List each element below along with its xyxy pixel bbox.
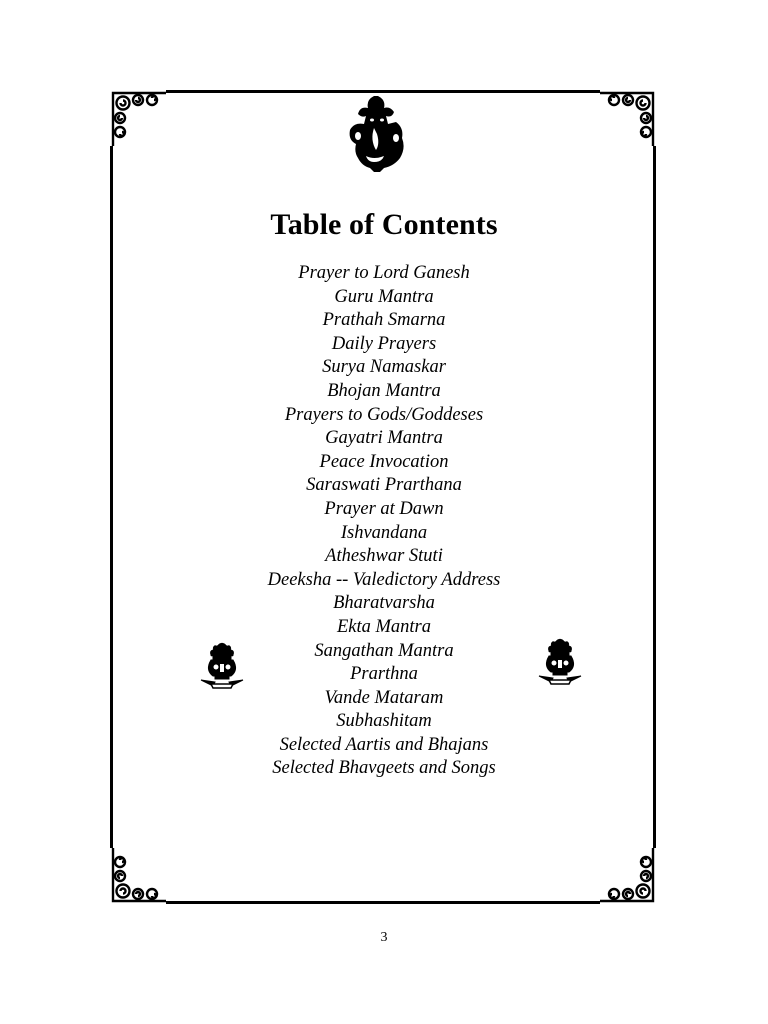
swirl-corner-icon — [600, 90, 656, 146]
toc-item: Surya Namaskar — [322, 357, 446, 378]
ganesh-icon — [344, 94, 408, 174]
toc-item: Selected Aartis and Bhajans — [279, 734, 489, 755]
table-of-contents-list — [0, 262, 768, 781]
toc-item: Prathah Smarna — [322, 310, 446, 331]
toc-item: Prayer at Dawn — [324, 498, 444, 519]
toc-item: Bharatvarsha — [333, 593, 435, 614]
toc-item: Ekta Mantra — [336, 616, 432, 637]
toc-item: Prayers to Gods/Goddeses — [284, 404, 484, 425]
toc-item: Saraswati Prarthana — [306, 475, 462, 496]
page-title: Table of Contents — [270, 208, 498, 241]
toc-item: Gayatri Mantra — [325, 428, 443, 449]
toc-item: Atheshwar Stuti — [325, 546, 443, 567]
page-number: 3 — [380, 930, 388, 945]
toc-item: Prarthna — [350, 664, 418, 685]
swirl-corner-icon — [110, 848, 166, 904]
toc-item: Guru Mantra — [334, 286, 434, 307]
kalash-icon — [197, 640, 247, 690]
toc-item: Selected Bhavgeets and Songs — [272, 758, 496, 779]
swirl-corner-icon — [110, 90, 166, 146]
toc-item: Subhashitam — [336, 711, 432, 732]
toc-item: Ishvandana — [340, 522, 428, 543]
toc-item: Daily Prayers — [331, 333, 437, 354]
toc-item: Vande Mataram — [324, 687, 444, 708]
toc-item: Sangathan Mantra — [314, 640, 454, 661]
toc-item: Prayer to Lord Ganesh — [298, 263, 470, 283]
kalash-icon — [535, 636, 585, 686]
swirl-corner-icon — [600, 848, 656, 904]
toc-item: Bhojan Mantra — [327, 380, 441, 401]
toc-item: Deeksha -- Valedictory Address — [267, 569, 501, 590]
toc-item: Peace Invocation — [319, 451, 449, 472]
